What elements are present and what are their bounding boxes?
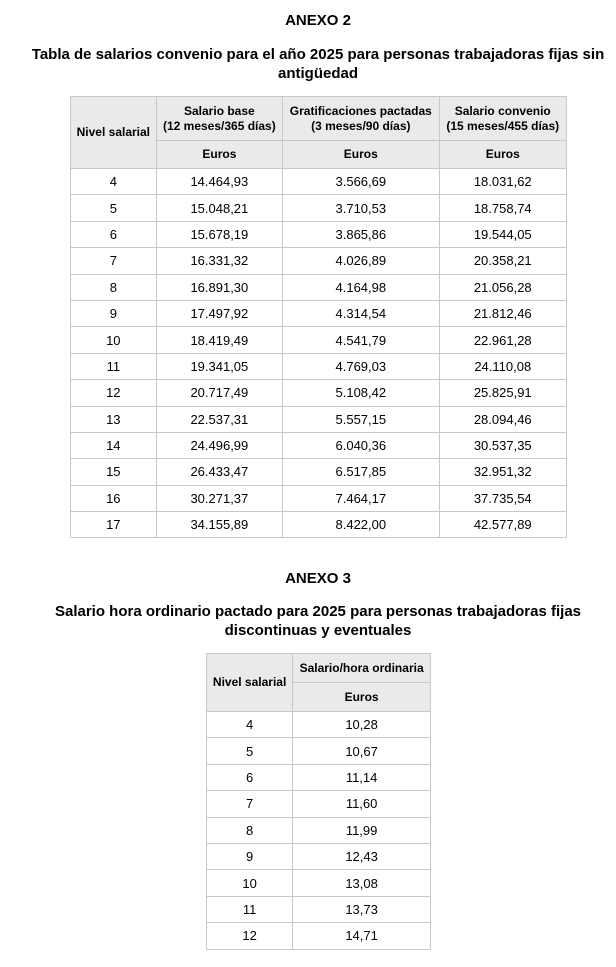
table-row: [207, 712, 431, 738]
cell-level: 5: [207, 738, 293, 764]
cell-level: 16: [71, 485, 157, 511]
table-row: [71, 274, 567, 300]
header-base: [156, 97, 282, 141]
cell-base: 16.331,32: [156, 248, 282, 274]
table-row: [207, 843, 431, 869]
header-agreed-title: Salario convenio: [454, 103, 551, 118]
annex2-salary-table: [70, 96, 567, 538]
cell-hourly: 10,67: [293, 738, 431, 764]
annex2-subtitle-line2: antigüedad: [277, 65, 358, 82]
unit-bonus: Euros: [283, 141, 439, 169]
cell-level: 12: [71, 380, 157, 406]
cell-bonus: 4.769,03: [283, 353, 439, 379]
cell-level: 17: [71, 512, 157, 538]
cell-level: 7: [71, 248, 157, 274]
cell-level: 4: [207, 712, 293, 738]
cell-level: 7: [207, 791, 293, 817]
cell-base: 24.496,99: [156, 432, 282, 458]
annex3-heading: ANEXO 3: [285, 570, 351, 587]
cell-bonus: 3.566,69: [283, 169, 439, 195]
cell-level: 10: [71, 327, 157, 353]
table-row: [207, 791, 431, 817]
annex3-subtitle: [10, 602, 616, 640]
cell-agreed: 37.735,54: [439, 485, 566, 511]
cell-level: 13: [71, 406, 157, 432]
cell-base: 16.891,30: [156, 274, 282, 300]
table-row: [207, 896, 431, 922]
cell-level: 6: [207, 764, 293, 790]
cell-agreed: 25.825,91: [439, 380, 566, 406]
annex3-hourly-table: [206, 653, 431, 950]
table-row: [207, 817, 431, 843]
table-row: [71, 221, 567, 247]
cell-bonus: 3.710,53: [283, 195, 439, 221]
cell-agreed: 21.812,46: [439, 300, 566, 326]
annex3-subtitle-line2: discontinuas y eventuales: [224, 622, 412, 639]
cell-level: 11: [207, 896, 293, 922]
annex3-subtitle-line1: Salario hora ordinario pactado para 2025 para personas trabajadoras fijas: [54, 603, 582, 620]
cell-hourly: 10,28: [293, 712, 431, 738]
header-agreed-detail: (15 meses/455 días): [446, 118, 560, 133]
table-row: [207, 870, 431, 896]
cell-level: 5: [71, 195, 157, 221]
cell-level: 11: [71, 353, 157, 379]
unit-base: Euros: [156, 141, 282, 169]
cell-agreed: 28.094,46: [439, 406, 566, 432]
cell-level: 10: [207, 870, 293, 896]
cell-hourly: 11,14: [293, 764, 431, 790]
cell-base: 20.717,49: [156, 380, 282, 406]
table-row: [71, 353, 567, 379]
cell-base: 34.155,89: [156, 512, 282, 538]
header-bonus-title: Gratificaciones pactadas: [289, 103, 432, 118]
table-row: [71, 485, 567, 511]
cell-hourly: 11,99: [293, 817, 431, 843]
cell-agreed: 24.110,08: [439, 353, 566, 379]
header-agreed: [439, 97, 566, 141]
cell-level: 4: [71, 169, 157, 195]
table-row: [207, 923, 431, 949]
cell-level: 8: [207, 817, 293, 843]
cell-agreed: 20.358,21: [439, 248, 566, 274]
annex2-subtitle-line1: Tabla de salarios convenio para el año 2025 para personas trabajadoras fijas sin: [31, 46, 605, 63]
cell-base: 19.341,05: [156, 353, 282, 379]
table-row: [71, 432, 567, 458]
table-row: [71, 459, 567, 485]
cell-hourly: 14,71: [293, 923, 431, 949]
cell-level: 9: [207, 843, 293, 869]
cell-bonus: 4.541,79: [283, 327, 439, 353]
unit-agreed: Euros: [439, 141, 566, 169]
cell-base: 30.271,37: [156, 485, 282, 511]
cell-base: 18.419,49: [156, 327, 282, 353]
cell-level: 12: [207, 923, 293, 949]
cell-bonus: 6.040,36: [283, 432, 439, 458]
cell-level: 6: [71, 221, 157, 247]
cell-agreed: 42.577,89: [439, 512, 566, 538]
header-bonus-detail: (3 meses/90 días): [311, 118, 411, 133]
header-hourly: Salario/hora ordinaria: [293, 654, 431, 683]
cell-level: 8: [71, 274, 157, 300]
cell-agreed: 22.961,28: [439, 327, 566, 353]
header-base-title: Salario base: [184, 103, 255, 118]
cell-base: 15.048,21: [156, 195, 282, 221]
cell-bonus: 8.422,00: [283, 512, 439, 538]
cell-bonus: 4.314,54: [283, 300, 439, 326]
table-row: [71, 300, 567, 326]
cell-base: 14.464,93: [156, 169, 282, 195]
cell-agreed: 18.758,74: [439, 195, 566, 221]
cell-bonus: 6.517,85: [283, 459, 439, 485]
cell-hourly: 13,08: [293, 870, 431, 896]
header-base-detail: (12 meses/365 días): [162, 118, 276, 133]
header-level: Nivel salarial: [207, 654, 293, 712]
table-row: [71, 380, 567, 406]
cell-base: 22.537,31: [156, 406, 282, 432]
cell-agreed: 30.537,35: [439, 432, 566, 458]
cell-agreed: 19.544,05: [439, 221, 566, 247]
cell-level: 14: [71, 432, 157, 458]
cell-base: 17.497,92: [156, 300, 282, 326]
cell-bonus: 3.865,86: [283, 221, 439, 247]
table-row: [207, 764, 431, 790]
table-row: [71, 327, 567, 353]
annex2-subtitle: [10, 45, 616, 83]
table-row: [71, 512, 567, 538]
unit-hourly: Euros: [293, 683, 431, 712]
cell-agreed: 21.056,28: [439, 274, 566, 300]
annex2-heading: ANEXO 2: [285, 12, 351, 29]
table-row: [71, 195, 567, 221]
table-row: [71, 406, 567, 432]
cell-base: 15.678,19: [156, 221, 282, 247]
cell-agreed: 32.951,32: [439, 459, 566, 485]
cell-level: 9: [71, 300, 157, 326]
header-level: Nivel salarial: [71, 97, 157, 169]
cell-hourly: 11,60: [293, 791, 431, 817]
cell-base: 26.433,47: [156, 459, 282, 485]
cell-agreed: 18.031,62: [439, 169, 566, 195]
cell-bonus: 4.164,98: [283, 274, 439, 300]
cell-level: 15: [71, 459, 157, 485]
cell-bonus: 5.108,42: [283, 380, 439, 406]
table-row: [71, 248, 567, 274]
header-bonus: [283, 97, 439, 141]
cell-bonus: 5.557,15: [283, 406, 439, 432]
table-row: [71, 169, 567, 195]
cell-hourly: 13,73: [293, 896, 431, 922]
cell-bonus: 4.026,89: [283, 248, 439, 274]
table-row: [207, 738, 431, 764]
cell-bonus: 7.464,17: [283, 485, 439, 511]
cell-hourly: 12,43: [293, 843, 431, 869]
